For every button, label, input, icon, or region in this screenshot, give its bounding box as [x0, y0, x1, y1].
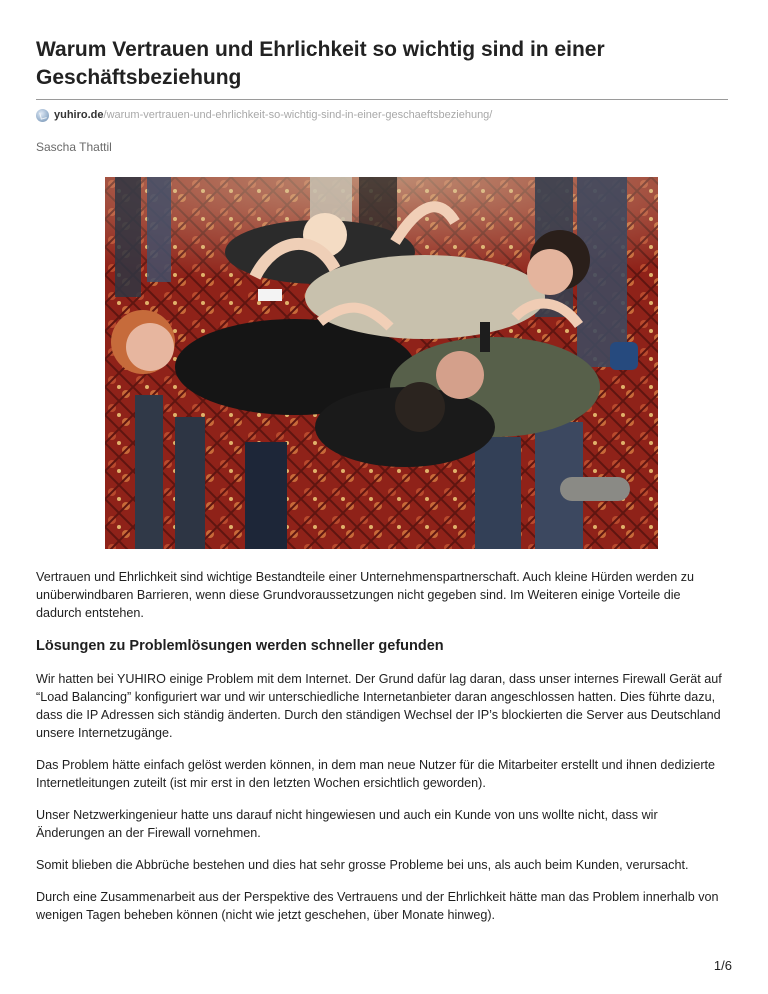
body-paragraph-2: Das Problem hätte einfach gelöst werden können, in dem man neue Nutzer für die Mitarbeiter erstellt und ihnen dedizierte Internetleitungen zuteilt (ist mir erst in den letzten Wochen ersichtlich geworden). — [36, 758, 716, 790]
author-name: Sascha Thattil — [36, 140, 112, 154]
article-photo — [105, 177, 658, 549]
body-paragraph-3: Unser Netzwerkingenieur hatte uns darauf nicht hingewiesen und auch ein Kunde von uns wollte nicht, dass wir Änderungen an der Firewall vornehmen. — [36, 808, 658, 840]
article-body — [36, 568, 728, 938]
title-divider — [36, 99, 728, 100]
article-title: Warum Vertrauen und Ehrlichkeit so wichtig sind in einer Geschäftsbeziehung — [36, 38, 605, 89]
document-page — [36, 36, 728, 922]
body-paragraph-1: Wir hatten bei YUHIRO einige Problem mit dem Internet. Der Grund dafür lag daran, dass unser internes Firewall Gerät auf “Load Balancing” konfiguriert war und wir unterschiedliche Internetanbieter daran angeschlossen hatten. Dies führte dazu, dass die IP Adressen sich ständig änderten. Durch den ständigen Wechsel der IP’s blockierten die Server aus Deutschland unsere Internetzugänge. — [36, 672, 722, 740]
globe-icon — [36, 109, 49, 122]
source-line — [36, 107, 728, 123]
page-number: 1/6 — [713, 958, 732, 973]
section-heading: Lösungen zu Problemlösungen werden schneller gefunden — [36, 638, 444, 654]
source-domain[interactable]: yuhiro.de — [54, 109, 104, 121]
body-paragraph-5: Durch eine Zusammenarbeit aus der Perspektive des Vertrauens und der Ehrlichkeit hätte man das Problem innerhalb von wenigen Tagen beheben können (nicht wie jetzt geschehen, über Monate hinweg). — [36, 890, 719, 922]
body-paragraph-4: Somit blieben die Abbrüche bestehen und dies hat sehr grosse Probleme bei uns, als auch beim Kunden, verursacht. — [36, 858, 689, 872]
intro-paragraph: Vertrauen und Ehrlichkeit sind wichtige Bestandteile einer Unternehmenspartnerschaft. Auch kleine Hürden werden zu unüberwindbaren Barrieren, wenn diese Grundvoraussetzungen nicht gegeben sind. Im Weiteren einige Vorteile die dadurch entstehen. — [36, 570, 695, 620]
source-path[interactable]: /warum-vertrauen-und-ehrlichkeit-so-wichtig-sind-in-einer-geschaeftsbeziehung/ — [103, 109, 493, 121]
